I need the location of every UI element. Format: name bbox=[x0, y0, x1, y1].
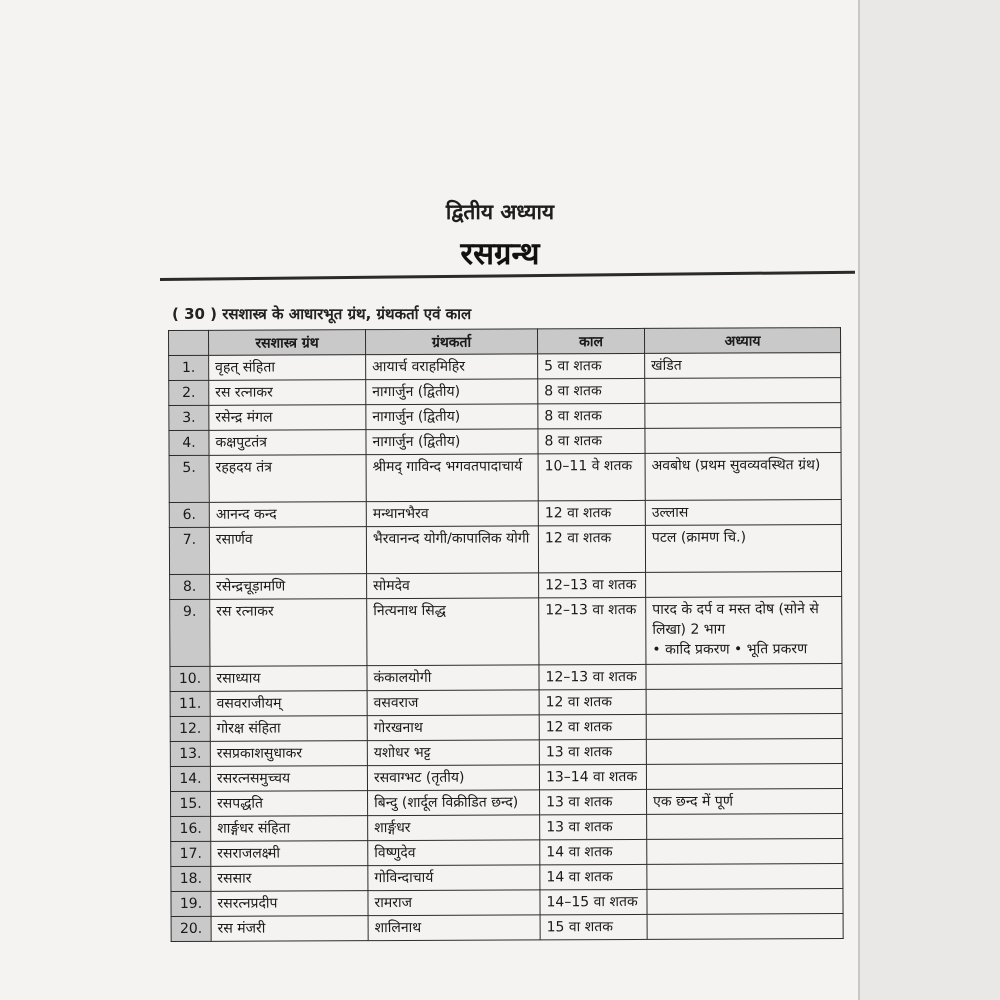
cell-kaal-text: 8 वा शतक bbox=[544, 433, 603, 450]
cell-granth-text: आनन्द कन्द bbox=[215, 506, 277, 523]
table-row bbox=[169, 525, 841, 575]
cell-serial bbox=[169, 380, 209, 405]
cell-kartta bbox=[368, 790, 540, 816]
cell-kaal bbox=[538, 403, 645, 428]
table-row bbox=[170, 764, 842, 792]
cell-adhyay-text: अवबोध (प्रथम सुवव्यवस्थित ग्रंथ) bbox=[651, 457, 821, 474]
cell-serial-text: 16. bbox=[179, 820, 202, 837]
cell-kartta bbox=[368, 840, 540, 866]
cell-kaal-text: 8 वा शतक bbox=[544, 383, 602, 400]
header-kartta: ग्रंथकर्ता bbox=[366, 329, 538, 355]
cell-kaal-text: 12–13 वा शतक bbox=[545, 601, 637, 619]
cell-serial bbox=[169, 455, 209, 502]
cell-granth bbox=[209, 430, 366, 456]
cell-kartta-text: मन्थानभैरव bbox=[372, 505, 429, 523]
cell-kartta-text: गोरखनाथ bbox=[373, 719, 423, 737]
table-row bbox=[170, 714, 842, 742]
table-row bbox=[170, 739, 842, 767]
header-granth: रसशास्त्र ग्रंथ bbox=[209, 330, 366, 356]
cell-adhyay-subtext: • कादि प्रकरण • भूति प्रकरण bbox=[652, 641, 808, 658]
cell-adhyay bbox=[646, 664, 842, 690]
cell-granth bbox=[210, 666, 367, 692]
cell-serial-text: 19. bbox=[179, 895, 203, 912]
cell-kartta bbox=[366, 379, 538, 405]
cell-serial bbox=[170, 766, 210, 791]
cell-serial-text: 17. bbox=[179, 845, 202, 862]
cell-granth-text: रसरत्नप्रदीप bbox=[217, 895, 278, 912]
cell-kaal bbox=[539, 572, 646, 597]
cell-kaal-text: 5 वा शतक bbox=[544, 358, 602, 375]
cell-adhyay bbox=[646, 597, 842, 665]
table-header-row bbox=[169, 328, 841, 356]
cell-kaal bbox=[540, 889, 647, 914]
cell-adhyay bbox=[647, 864, 843, 890]
cell-kartta-text: नागार्जुन (द्वितीय) bbox=[372, 408, 461, 426]
cell-granth bbox=[211, 916, 368, 942]
cell-granth bbox=[209, 405, 366, 431]
cell-kartta bbox=[367, 715, 539, 741]
cell-serial-text: 20. bbox=[179, 920, 203, 937]
cell-adhyay bbox=[645, 353, 841, 379]
cell-serial bbox=[171, 916, 211, 941]
cell-granth-text: रसप्रकाशसुधाकर bbox=[216, 745, 303, 762]
cell-serial bbox=[170, 574, 210, 599]
cell-granth-text: शार्ङ्गधर संहिता bbox=[217, 820, 291, 837]
header-serial bbox=[169, 330, 209, 355]
cell-kaal-text: 12 वा शतक bbox=[545, 719, 613, 736]
header-kaal: काल bbox=[537, 328, 644, 353]
cell-kaal bbox=[539, 714, 646, 739]
cell-kartta bbox=[366, 526, 538, 574]
cell-adhyay bbox=[646, 572, 842, 598]
cell-adhyay bbox=[646, 689, 842, 715]
cell-granth-text: गोरक्ष संहिता bbox=[216, 720, 281, 737]
cell-granth-text: रहहदय तंत्र bbox=[215, 459, 272, 476]
cell-kartta-text: नागार्जुन (द्वितीय) bbox=[372, 433, 461, 451]
cell-adhyay bbox=[647, 914, 843, 940]
cell-kartta-text: नागार्जुन (द्वितीय) bbox=[372, 383, 461, 401]
table-row bbox=[169, 378, 841, 406]
cell-kaal bbox=[538, 500, 645, 525]
cell-kaal-text: 14 वा शतक bbox=[546, 869, 613, 886]
chapter-heading: द्वितीय अध्याय bbox=[445, 200, 555, 224]
cell-granth-text: रस रत्नाकर bbox=[216, 603, 274, 620]
table-row bbox=[170, 597, 842, 667]
cell-adhyay bbox=[645, 525, 841, 573]
cell-kaal-text: 13 वा शतक bbox=[546, 819, 613, 836]
cell-granth bbox=[211, 891, 368, 917]
cell-serial bbox=[169, 502, 209, 527]
cell-kaal-text: 12 वा शतक bbox=[545, 694, 613, 711]
cell-granth bbox=[210, 716, 367, 742]
cell-serial bbox=[169, 405, 209, 430]
table-caption: ( 30 ) रसशास्त्र के आधारभूत ग्रंथ, ग्रंथकर्ता एवं काल bbox=[172, 305, 472, 323]
cell-adhyay-text: एक छन्द में पूर्ण bbox=[653, 793, 733, 810]
cell-kartta bbox=[367, 573, 539, 599]
cell-kaal bbox=[539, 664, 646, 689]
cell-kaal bbox=[539, 764, 646, 789]
cell-adhyay bbox=[646, 714, 842, 740]
cell-adhyay bbox=[646, 764, 842, 790]
cell-serial bbox=[169, 527, 209, 574]
cell-serial-text: 6. bbox=[182, 506, 197, 523]
cell-serial-text: 2. bbox=[182, 384, 196, 401]
cell-adhyay bbox=[647, 839, 843, 865]
cell-kartta-text: भैरवानन्द योगी/कापालिक योगी bbox=[372, 530, 530, 548]
cell-kartta-text: रामराज bbox=[374, 894, 413, 912]
cell-granth bbox=[210, 766, 367, 792]
cell-granth-text: कक्षपुटतंत्र bbox=[215, 434, 268, 451]
table-row bbox=[171, 889, 843, 917]
cell-adhyay bbox=[646, 739, 842, 765]
cell-granth bbox=[210, 599, 367, 667]
cell-serial-text: 4. bbox=[182, 434, 196, 451]
cell-serial-text: 15. bbox=[179, 795, 202, 812]
cell-serial-text: 1. bbox=[181, 359, 196, 376]
cell-adhyay bbox=[647, 889, 843, 915]
cell-kartta bbox=[368, 890, 540, 916]
cell-granth bbox=[210, 741, 367, 767]
table-row bbox=[170, 572, 842, 600]
cell-serial bbox=[171, 866, 211, 891]
cell-granth-text: रस मंजरी bbox=[217, 920, 266, 937]
cell-kaal bbox=[539, 739, 646, 764]
cell-serial-text: 8. bbox=[182, 578, 197, 595]
cell-adhyay-text: पटल (क्रामण चि.) bbox=[651, 529, 747, 546]
cell-granth bbox=[211, 866, 368, 892]
cell-serial-text: 13. bbox=[179, 745, 202, 762]
cell-kartta bbox=[366, 354, 538, 380]
cell-kaal bbox=[540, 864, 647, 889]
cell-granth-text: रसपद्धति bbox=[217, 795, 264, 812]
cell-adhyay bbox=[645, 453, 841, 501]
cell-kaal-text: 8 वा शतक bbox=[544, 408, 602, 425]
cell-kaal bbox=[540, 914, 647, 939]
table-row bbox=[171, 789, 843, 817]
cell-kaal bbox=[540, 789, 647, 814]
cell-kaal bbox=[538, 428, 645, 453]
cell-kaal bbox=[538, 453, 645, 500]
page-title: रसग्रन्थ bbox=[460, 236, 540, 272]
cell-granth-text: रसरत्नसमुच्चय bbox=[216, 770, 291, 787]
cell-serial bbox=[170, 599, 210, 666]
cell-kartta bbox=[368, 865, 540, 891]
cell-kaal-text: 14–15 वा शतक bbox=[546, 893, 638, 911]
cell-kartta bbox=[367, 690, 539, 716]
cell-kaal-text: 10–11 वे शतक bbox=[544, 457, 633, 475]
cell-serial-text: 9. bbox=[183, 603, 197, 620]
cell-kaal bbox=[540, 814, 647, 839]
cell-kartta-text: विष्णुदेव bbox=[374, 844, 416, 862]
cell-serial bbox=[170, 741, 210, 766]
table-row bbox=[171, 814, 843, 842]
cell-kaal bbox=[538, 378, 645, 403]
cell-serial bbox=[171, 891, 211, 916]
cell-serial bbox=[170, 666, 210, 691]
cell-kartta-text: सोमदेव bbox=[373, 577, 410, 595]
cell-adhyay bbox=[645, 428, 841, 454]
cell-kartta-text: कंकालयोगी bbox=[373, 669, 432, 687]
cell-serial bbox=[170, 691, 210, 716]
cell-serial-text: 11. bbox=[178, 695, 202, 712]
table-row bbox=[170, 689, 842, 717]
cell-granth-text: रस रत्नाकर bbox=[215, 384, 273, 401]
header-adhyay: अध्याय bbox=[644, 328, 840, 354]
cell-granth-text: वृहत् संहिता bbox=[215, 359, 275, 376]
cell-serial-text: 7. bbox=[182, 531, 197, 548]
cell-granth bbox=[209, 380, 366, 406]
cell-kaal bbox=[539, 689, 646, 714]
cell-granth bbox=[211, 816, 368, 842]
table-row bbox=[170, 664, 842, 692]
cell-kartta bbox=[366, 454, 538, 502]
cell-granth bbox=[210, 574, 367, 600]
cell-kartta bbox=[367, 665, 539, 691]
cell-kaal-text: 12 वा शतक bbox=[544, 530, 612, 547]
cell-granth-text: रसाध्याय bbox=[216, 670, 261, 687]
cell-adhyay bbox=[647, 814, 843, 840]
cell-kaal-text: 13–14 वा शतक bbox=[545, 768, 638, 786]
cell-granth-text: रसेन्द्रचूड़ामणि bbox=[216, 578, 286, 595]
cell-adhyay bbox=[647, 789, 843, 815]
cell-adhyay bbox=[645, 403, 841, 429]
cell-kartta-text: यशोधर भट्ट bbox=[373, 744, 431, 762]
cell-serial bbox=[170, 716, 210, 741]
table-row bbox=[169, 453, 841, 503]
cell-kartta bbox=[366, 404, 538, 430]
cell-kartta-text: रसवाग्भट (तृतीय) bbox=[373, 769, 465, 787]
cell-adhyay-text: पारद के दर्प व मस्त दोष (सोने से लिखा) 2 भाग bbox=[652, 601, 819, 638]
cell-kaal bbox=[539, 597, 646, 664]
cell-adhyay-text: खंडित bbox=[651, 357, 682, 374]
cell-granth bbox=[209, 355, 366, 381]
cell-serial-text: 18. bbox=[179, 870, 203, 887]
cell-granth-text: वसवराजीयम् bbox=[216, 695, 282, 712]
cell-granth bbox=[209, 502, 366, 528]
cell-serial-text: 3. bbox=[182, 409, 196, 426]
cell-kartta-text: नित्यनाथ सिद्ध bbox=[373, 602, 446, 620]
table-row bbox=[169, 500, 841, 528]
cell-granth bbox=[209, 455, 366, 503]
cell-kartta-text: आयार्च वराहमिहिर bbox=[372, 358, 465, 376]
cell-granth bbox=[211, 791, 368, 817]
cell-serial-text: 14. bbox=[179, 770, 202, 787]
cell-serial-text: 5. bbox=[182, 459, 196, 476]
table-row bbox=[171, 914, 843, 942]
cell-kartta bbox=[368, 815, 540, 841]
cell-serial bbox=[171, 791, 211, 816]
cell-serial bbox=[171, 816, 211, 841]
cell-granth bbox=[211, 841, 368, 867]
cell-adhyay-text: उल्लास bbox=[651, 504, 689, 521]
cell-granth-text: रसार्णव bbox=[215, 531, 253, 548]
cell-kartta-text: बिन्दु (शार्दूल विक्रीडित छन्द) bbox=[374, 794, 519, 812]
cell-serial bbox=[169, 355, 209, 380]
granth-table bbox=[168, 327, 844, 942]
cell-kartta-text: शालिनाथ bbox=[374, 919, 422, 937]
cell-kaal-text: 12–13 वा शतक bbox=[545, 668, 637, 686]
cell-kartta-text: वसवराज bbox=[373, 694, 419, 712]
page-edge bbox=[858, 0, 860, 1000]
cell-serial-text: 12. bbox=[179, 720, 202, 737]
cell-kartta bbox=[367, 765, 539, 791]
cell-serial-text: 10. bbox=[178, 670, 202, 687]
cell-granth bbox=[210, 691, 367, 717]
cell-kaal-text: 14 वा शतक bbox=[546, 844, 613, 861]
cell-kartta bbox=[367, 740, 539, 766]
cell-kaal bbox=[538, 353, 645, 378]
table-body bbox=[169, 353, 844, 942]
cell-kaal bbox=[540, 839, 647, 864]
cell-granth-text: रससार bbox=[217, 870, 252, 887]
cell-kartta bbox=[367, 598, 539, 666]
cell-kartta bbox=[366, 429, 538, 455]
cell-kartta bbox=[366, 501, 538, 527]
cell-kartta bbox=[368, 915, 540, 941]
table-row bbox=[169, 403, 841, 431]
cell-kaal-text: 12–13 वा शतक bbox=[545, 576, 637, 594]
cell-kartta-text: गोविन्दाचार्य bbox=[374, 869, 434, 887]
cell-kaal bbox=[538, 525, 645, 572]
cell-serial bbox=[169, 430, 209, 455]
cell-granth bbox=[209, 527, 366, 575]
cell-kaal-text: 13 वा शतक bbox=[546, 794, 613, 811]
cell-kaal-text: 15 वा शतक bbox=[546, 919, 614, 936]
table-row bbox=[171, 839, 843, 867]
table-row bbox=[169, 428, 841, 456]
cell-kaal-text: 13 वा शतक bbox=[545, 744, 613, 761]
cell-adhyay bbox=[645, 500, 841, 526]
cell-granth-text: रसराजलक्ष्मी bbox=[217, 845, 280, 862]
cell-granth-text: रसेन्द्र मंगल bbox=[215, 409, 273, 426]
table-row bbox=[171, 864, 843, 892]
table-row bbox=[169, 353, 841, 381]
cell-serial bbox=[171, 841, 211, 866]
cell-kartta-text: शार्ङ्गधर bbox=[374, 819, 411, 837]
cell-kaal-text: 12 वा शतक bbox=[544, 505, 612, 522]
cell-kartta-text: श्रीमद् गाविन्द भगवतपादाचार्य bbox=[372, 458, 523, 476]
cell-adhyay bbox=[645, 378, 841, 404]
